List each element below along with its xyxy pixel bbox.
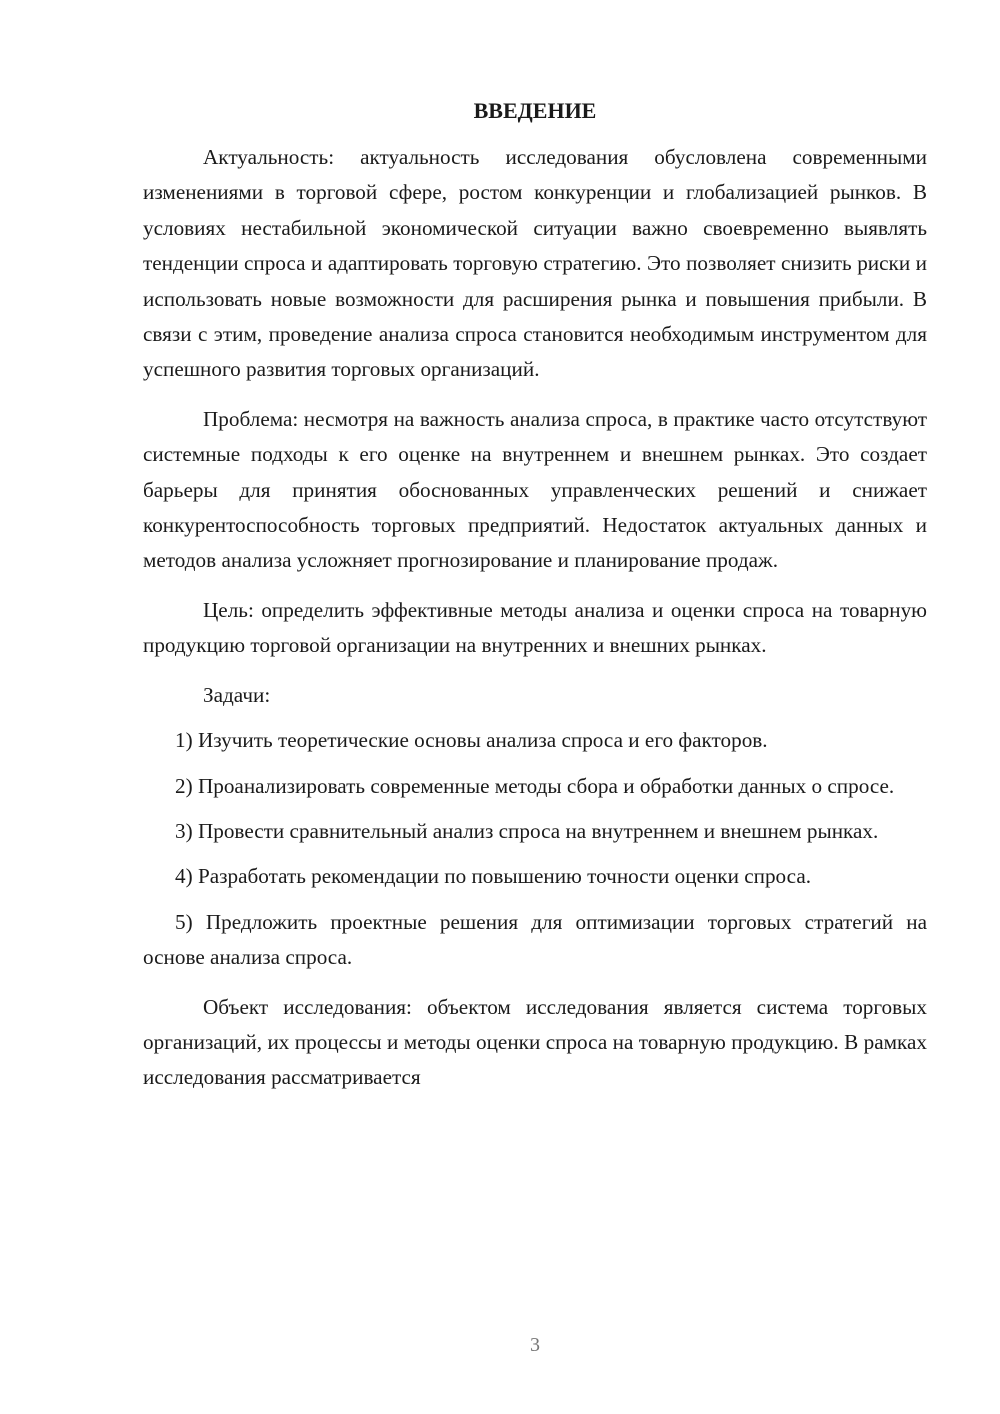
task-item-4: 4) Разработать рекомендации по повышению точности оценки спроса. [175, 864, 812, 889]
task-item-1: 1) Изучить теоретические основы анализа спроса и его факторов. [175, 728, 768, 753]
task-item-2: 2) Проанализировать современные методы сбора и обработки данных о спросе. [175, 773, 895, 798]
document-body [143, 140, 927, 1096]
tasks-heading: Задачи: [203, 682, 271, 707]
paragraph-problem: Проблема: несмотря на важность анализа спроса, в практике часто отсутствуют системные подходы к его оценке на внутреннем и внешнем рынках. Это создает барьеры для принятия обоснованных управленческих решений и снижает конкурентоспособность торговых предприятий. Недостаток актуальных данных и методов анализа усложняет прогнозирование и планирование продаж. [143, 406, 927, 573]
task-item-5: 5) Предложить проектные решения для оптимизации торговых стратегий на основе анализа спроса. [143, 909, 927, 970]
paragraph-object: Объект исследования: объектом исследования является система торговых организаций, их процессы и методы оценки спроса на товарную продукцию. В рамках исследования рассматривается [143, 994, 927, 1090]
paragraph-relevance: Актуальность: актуальность исследования обусловлена современными изменениями в торговой сфере, ростом конкуренции и глобализацией рынков. В условиях нестабильной экономической ситуации важно своевременно выявлять тенденции спроса и адаптировать торговую стратегию. Это позволяет снизить риски и использовать новые возможности для расширения рынка и повышения прибыли. В связи с этим, проведение анализа спроса становится необходимым инструментом для успешного развития торговых организаций. [143, 145, 927, 382]
page-number: 3 [530, 1334, 540, 1356]
task-item-3: 3) Провести сравнительный анализ спроса на внутреннем и внешнем рынках. [175, 818, 879, 843]
section-title: ВВЕДЕНИЕ [473, 98, 597, 123]
paragraph-goal: Цель: определить эффективные методы анализа и оценки спроса на товарную продукцию торговой организации на внутренних и внешних рынках. [143, 597, 927, 658]
